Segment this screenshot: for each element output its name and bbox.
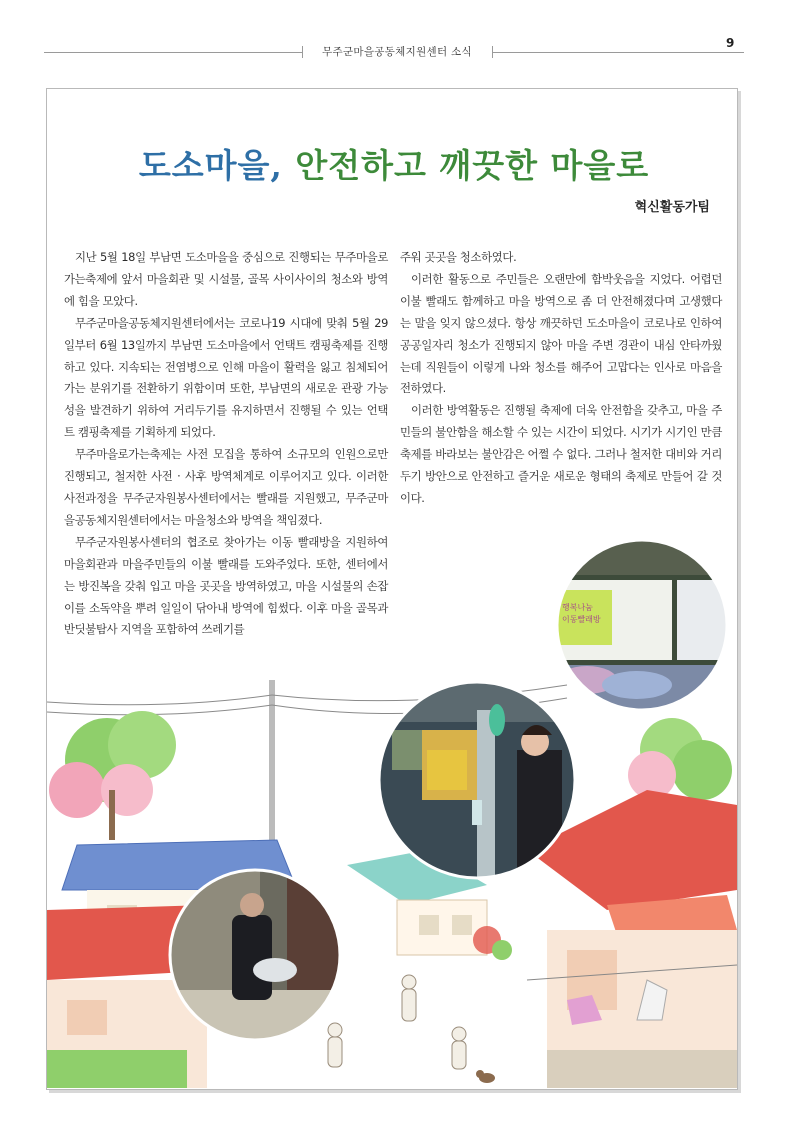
- title-part-safe-clean: 안전하고 깨끗한 마을로: [295, 146, 650, 185]
- truck-sign-line2: 이동빨래방: [562, 615, 601, 624]
- article-column-left: [64, 247, 388, 641]
- paragraph-continuation: 주워 곳곳을 청소하였다.: [400, 250, 517, 264]
- header-rule-left: [44, 52, 302, 53]
- paragraph: 무주마을로가는축제는 사전 모집을 통하여 소규모의 인원으로만 진행되고, 철저한 사전 · 사후 방역체계로 이루어지고 있다. 이러한 사전과정을 무주군자원봉사센터에서는 빨래를 지원했고, 무주군마을공동체지원센터에서는 마을청소와 방역을 책임졌다.: [64, 447, 388, 527]
- article-column-right: [400, 247, 722, 510]
- tree-right-icon: [628, 718, 732, 800]
- header-rule-right: [492, 52, 744, 53]
- tree-left-icon: [49, 711, 176, 840]
- paragraph: 지난 5월 18일 부남면 도소마을을 중심으로 진행되는 무주마을로가는축제에 앞서 마을회관 및 시설물, 골목 사이사이의 청소와 방역에 힘을 모았다.: [64, 250, 388, 308]
- village-illustration: [47, 603, 737, 1088]
- header-tick-left: [302, 46, 303, 58]
- page-number: 9: [726, 36, 735, 50]
- villager-figure-icon: [328, 975, 466, 1069]
- truck-sign-line1: 행복나눔: [562, 603, 593, 612]
- paragraph: 무주군마을공동체지원센터에서는 코로나19 시대에 맞춰 5월 29일부터 6월 13일까지 부남면 도소마을에서 언택트 캠핑축제를 진행하고 있다. 지속되는 전염병으로 인해 마을이 활력을 잃고 침체되어 가는 분위기를 전환하기 위함이며 또한, 부남면의 새로운 관광 가능성을 발견하기 위하여 거리두기를 유지하면서 진행될 수 있는 언택트 캠핑축제를 기획하게 되었다.: [64, 315, 388, 440]
- paragraph: 이러한 방역활동은 진행될 축제에 더욱 안전함을 갖추고, 마을 주민들의 불안함을 해소할 수 있는 시간이 되었다. 시기가 시기인 만큼 축제를 바라보는 불안감은 어쩔 수 없다. 그러나 철저한 대비와 거리두기 방안으로 안전하고 즐거운 새로운 형태의 축제로 만들어 갈 것이다.: [400, 403, 722, 505]
- paragraph: 이러한 활동으로 주민들은 오랜만에 함박웃음을 지었다. 어렵던 이불 빨래도 함께하고 마을 방역으로 좀 더 안전해졌다며 고생했다는 말을 잊지 않으셨다. 항상 깨끗하던 도소마을이 코로나로 인하여 공공일자리 청소가 진행되지 않아 마을 주변 경관이 내심 안타까웠는데 직원들이 이렇게 나와 청소를 해주어 고맙다는 인사로 마음을 전하였다.: [400, 271, 722, 396]
- article-title: [0, 140, 788, 187]
- cat-icon: [476, 1070, 495, 1083]
- byline: 혁신활동가팀: [634, 200, 710, 215]
- publication-title: 무주군마을공동체지원센터 소식: [322, 46, 472, 58]
- paragraph: 무주군자원봉사센터의 협조로 찾아가는 이동 빨래방을 지원하여 마을회관과 마을주민들의 이불 빨래를 도와주었다. 또한, 센터에서는 방진복을 갖춰 입고 마을 곳곳을 방역하였고, 마을 시설물의 손잡이를 소독약을 뿌려 일일이 닦아내 방역에 힘썼다. 이후 마을 골목과 반딧불탐사 지역을 포함하여 쓰레기를: [64, 534, 388, 637]
- title-part-village: 도소마을,: [138, 146, 296, 185]
